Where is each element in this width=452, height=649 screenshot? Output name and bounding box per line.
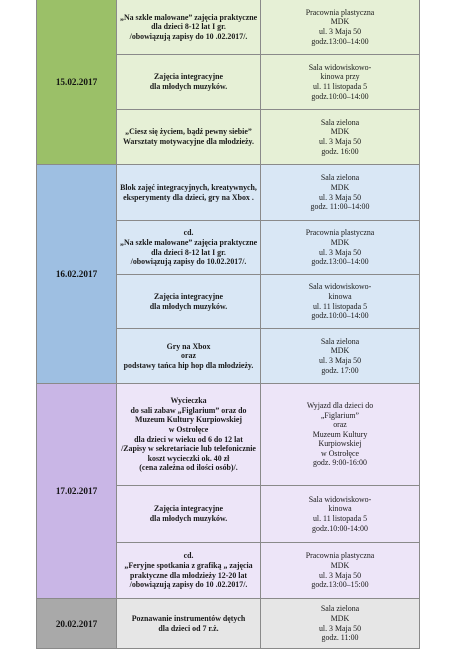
event-line: podstawy tańca hip hop dla młodzieży. (123, 360, 254, 370)
event-cell (117, 329, 261, 384)
place-line: ul. 3 Maja 50 (318, 192, 362, 202)
place-cell (261, 329, 420, 384)
event-line: Poznawanie instrumentów dętych (131, 613, 246, 623)
place-line: ul. 3 Maja 50 (318, 623, 362, 633)
place-line: ul. 11 listopada 5 (312, 82, 368, 91)
event-line: Blok zajęć integracyjnych, kreatywnych, (120, 182, 257, 192)
place-line: oraz (333, 420, 347, 430)
event-cell (117, 543, 261, 599)
continued-label: cd. (183, 551, 194, 561)
event-line: /obowiązują zapisy do 10 .02.2017/. (129, 31, 248, 41)
event-line: Wycieczka (170, 396, 207, 406)
place-line: Sala zielona (320, 173, 360, 183)
place-line: MDK (330, 127, 350, 137)
place-line: godz. 11:00–14:00 (310, 202, 370, 212)
place-line: Sala widowiskowo- (308, 494, 372, 504)
event-line: w Ostrołęce (168, 424, 209, 434)
place-cell (261, 165, 420, 221)
continued-label: cd. (183, 228, 194, 238)
place-cell (261, 110, 420, 165)
event-line: praktyczne dla młodzieży 12-20 lat (129, 570, 248, 580)
date-cell: 17.02.2017 (37, 384, 117, 599)
event-line: „Feryjne spotkania z grafiką „ zajęcia (124, 560, 253, 570)
place-cell (261, 221, 420, 275)
place-line: Sala zielona (320, 117, 360, 127)
event-cell (117, 110, 261, 165)
event-line: „Ciesz się życiem, bądź pewny siebie” (125, 127, 252, 137)
date-cell: 15.02.2017 (37, 0, 117, 165)
event-cell (117, 486, 261, 543)
place-line: godz.13:00–14:00 (311, 36, 369, 46)
event-line: (cena zależna od ilości osób)/. (139, 463, 238, 473)
place-line: Pracownia plastyczna (305, 551, 375, 561)
place-line: Wyjazd dla dzieci do (306, 400, 374, 410)
place-line: godz.13:00–15:00 (311, 580, 369, 590)
event-line: dla dzieci w wieku od 6 do 12 lat (134, 434, 243, 444)
place-line: kinowa (328, 504, 352, 514)
event-line: Zajęcia integracyjne (153, 291, 224, 301)
event-line: /obowiązują zapisy do 10.02.2017/. (130, 257, 247, 267)
place-line: Sala widowiskowo- (308, 282, 372, 292)
date-cell: 20.02.2017 (37, 599, 117, 649)
place-line: ul. 11 listopada 5 (312, 301, 368, 311)
place-cell (261, 0, 420, 55)
place-cell (261, 275, 420, 329)
event-line: dla dzieci od 7 r.ż. (158, 623, 219, 633)
place-line: godz.13:00–14:00 (311, 257, 369, 267)
place-line: MDK (330, 346, 350, 356)
place-line: ul. 3 Maja 50 (318, 247, 362, 257)
place-line: ul. 3 Maja 50 (318, 356, 362, 365)
event-line: dla młodych muzyków. (149, 514, 228, 523)
place-line: kinowa przy (320, 72, 360, 82)
place-line: godz. 17:00 (321, 365, 359, 375)
event-line: Zajęcia integracyjne (153, 72, 224, 82)
place-line: MDK (330, 560, 350, 570)
place-line: MDK (330, 613, 350, 623)
event-line: Gry na Xbox (166, 341, 211, 351)
event-cell (117, 221, 261, 275)
event-line: Muzeum Kultury Kurpiowskiej (135, 415, 242, 425)
place-line: godz.10:00-14:00 (312, 523, 368, 533)
place-line: w Ostrołęce (321, 448, 359, 458)
event-cell (117, 165, 261, 221)
place-line: Pracownia plastyczna (305, 228, 375, 238)
place-line: ul. 3 Maja 50 (318, 27, 362, 36)
event-line: dla młodych muzyków. (149, 301, 228, 311)
place-line: godz. 16:00 (321, 146, 359, 156)
event-cell (117, 0, 261, 55)
event-line: /obowiązują zapisy do 10 .02.2017/. (129, 580, 248, 590)
place-line: MDK (330, 237, 350, 247)
event-line: „Na szkle malowane” zajęcia praktyczne (120, 237, 258, 247)
date-cell: 16.02.2017 (37, 165, 117, 384)
place-cell (261, 543, 420, 599)
place-line: godz.10:00–14:00 (311, 311, 369, 321)
event-line: oraz (181, 351, 196, 361)
event-cell (117, 55, 261, 110)
event-line: /Zapisy w sekretariacie lub telefonicznie (121, 444, 256, 454)
place-line: godz.10:00–14:00 (311, 91, 369, 101)
event-line: eksperymenty dla dzieci, gry na Xbox . (123, 192, 254, 202)
event-line: dla młodych muzyków. (149, 82, 228, 91)
event-line: Zajęcia integracyjne (153, 504, 224, 514)
place-cell (261, 486, 420, 543)
place-line: ul. 3 Maja 50 (318, 137, 362, 146)
place-line: „Figlarium” (320, 410, 360, 420)
place-cell (261, 55, 420, 110)
place-line: Kurpiowskiej (318, 439, 362, 449)
event-line: do sali zabaw „Figlarium” oraz do (130, 405, 247, 415)
event-line: Warsztaty motywacyjne dla młodzieży. (122, 137, 255, 146)
place-cell (261, 384, 420, 486)
place-line: MDK (330, 182, 350, 192)
event-cell (117, 275, 261, 329)
event-cell (117, 599, 261, 649)
schedule-table (36, 0, 420, 649)
place-line: Sala zielona (320, 336, 360, 346)
place-line: kinowa (328, 291, 352, 301)
event-line: dla dzieci 8-12 lat I gr. (151, 22, 226, 32)
place-line: ul. 11 listopada 5 (312, 514, 368, 523)
place-line: Muzeum Kultury (312, 429, 368, 439)
place-cell (261, 599, 420, 649)
event-line: „Na szkle malowane” zajęcia praktyczne (120, 12, 258, 22)
place-line: MDK (330, 17, 350, 27)
event-cell (117, 384, 261, 486)
place-line: godz. 9:00-16:00 (313, 458, 367, 468)
event-line: koszt wycieczki ok. 40 zł (147, 453, 230, 463)
place-line: Pracownia plastyczna (305, 7, 375, 17)
place-line: godz. 11:00 (321, 633, 359, 643)
place-line: Sala widowiskowo- (308, 62, 372, 72)
place-line: ul. 3 Maja 50 (318, 570, 362, 580)
place-line: Sala zielona (320, 604, 360, 614)
event-line: dla dzieci 8-12 lat I gr. (151, 247, 226, 257)
